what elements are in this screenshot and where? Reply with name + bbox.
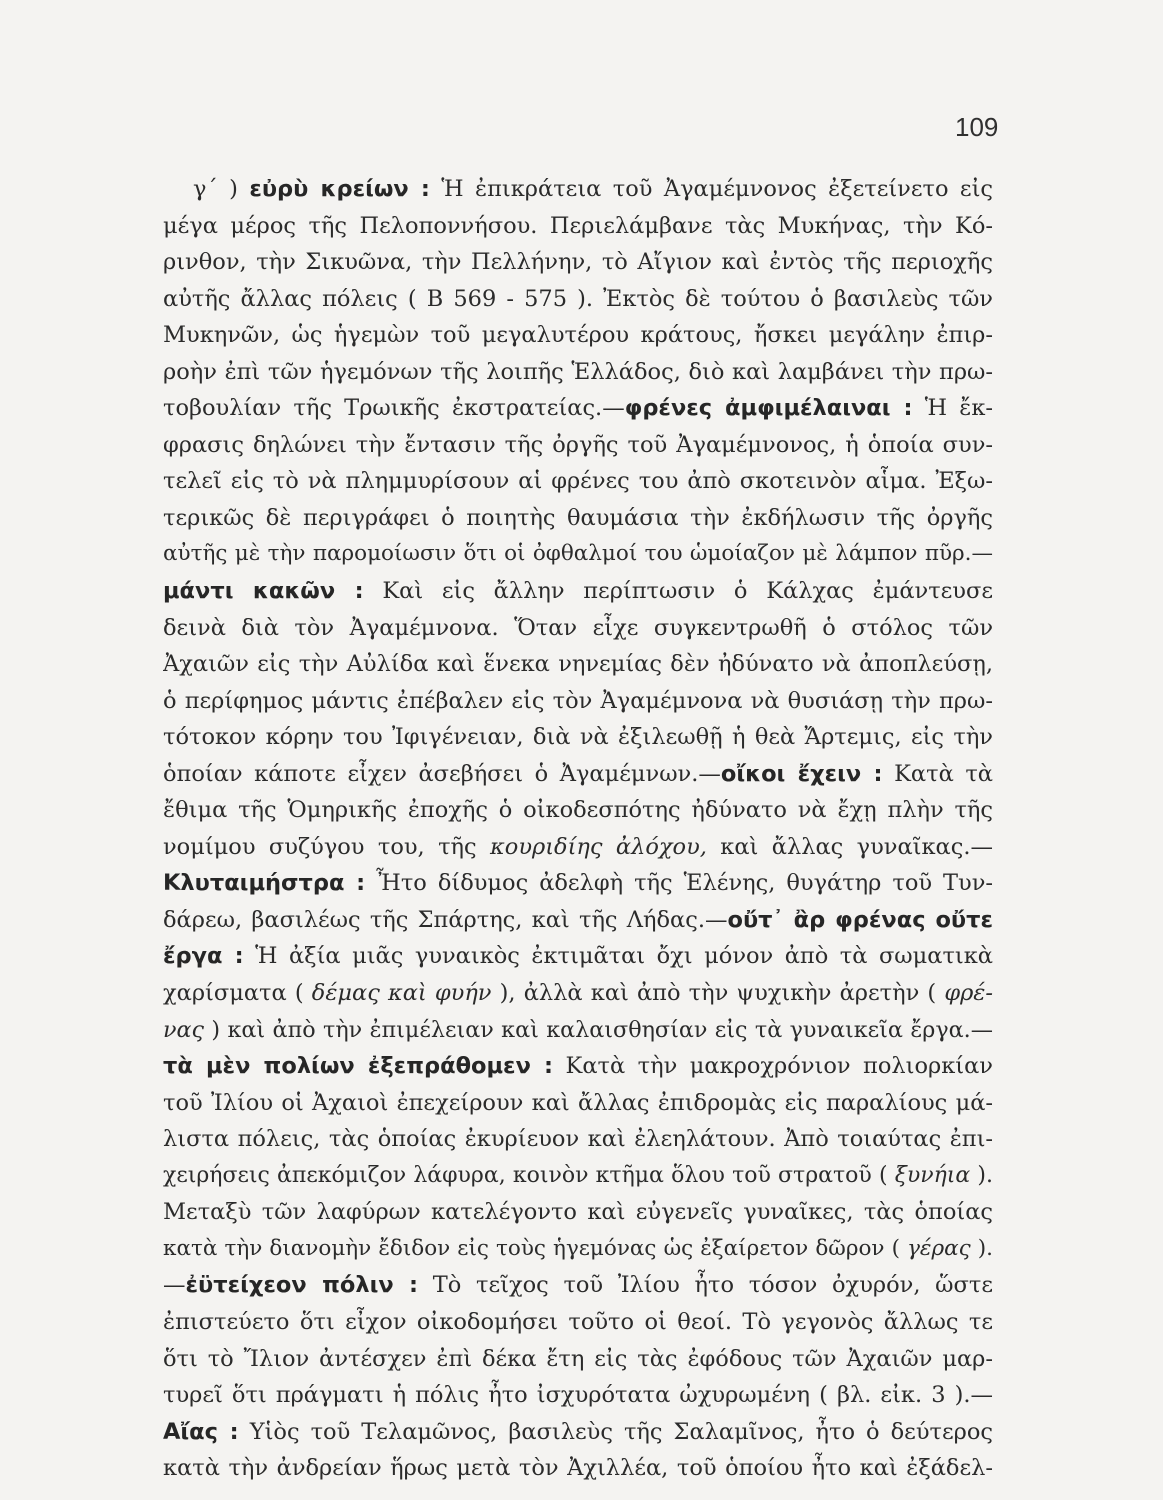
lemma-term: Αἴας : bbox=[163, 1418, 239, 1445]
quoted-phrase: φρέ- bbox=[944, 980, 993, 1007]
body-text: Τὸ τεῖχος τοῦ Ἰλίου ἦτο τόσον ὀχυρόν, ὥστε bbox=[418, 1272, 993, 1299]
text-line bbox=[163, 1377, 993, 1414]
text-line bbox=[163, 244, 993, 281]
quoted-phrase: νας bbox=[163, 1016, 205, 1043]
text-line bbox=[163, 938, 993, 975]
text-line bbox=[163, 1158, 993, 1195]
body-text: τελεῖ εἰς τὸ νὰ πλημμυρίσουν αἱ φρένες του ἀπὸ σκοτεινὸν αἷμα. Ἐξω- bbox=[163, 468, 993, 495]
body-text: — bbox=[163, 1272, 186, 1299]
text-line bbox=[163, 1267, 993, 1304]
body-text: αὐτῆς μὲ τὴν παρομοίωσιν ὅτι οἱ ὀφθαλμοί του ὡμοίαζον μὲ λάμπον πῦρ.— bbox=[163, 541, 993, 567]
text-line bbox=[163, 208, 993, 245]
text-line bbox=[163, 610, 993, 647]
body-text: ). bbox=[970, 1235, 993, 1261]
text-line bbox=[163, 1048, 993, 1085]
text-line bbox=[163, 683, 993, 720]
text-line bbox=[163, 354, 993, 391]
body-text: καὶ ἄλλας γυναῖκας.— bbox=[706, 833, 993, 860]
body-text: Ἀχαιῶν εἰς τὴν Αὐλίδα καὶ ἕνεκα νηνεμίας δὲν ἠδύνατο νὰ ἀποπλεύσῃ, bbox=[163, 651, 993, 678]
lemma-term: μάντι κακῶν : bbox=[163, 578, 364, 605]
commentary-text bbox=[163, 171, 993, 1487]
body-text: κατὰ τὴν διανομὴν ἔδιδον εἰς τοὺς ἡγεμόνας ὡς ἐξαίρετον δῶρον ( bbox=[163, 1235, 908, 1261]
body-text: χειρήσεις ἀπεκόμιζον λάφυρα, κοινὸν κτῆμα ὅλου τοῦ στρατοῦ ( bbox=[163, 1162, 895, 1188]
text-line bbox=[163, 1194, 993, 1231]
text-line bbox=[163, 317, 993, 354]
text-line bbox=[163, 390, 993, 427]
body-text: δάρεω, βασιλέως τῆς Σπάρτης, καὶ τῆς Λήδας.— bbox=[163, 906, 728, 933]
text-line bbox=[163, 1085, 993, 1122]
text-line bbox=[163, 792, 993, 829]
body-text: τοβουλίαν τῆς Τρωικῆς ἐκστρατείας.— bbox=[163, 395, 625, 422]
body-text: ὁποίαν κάποτε εἶχεν ἀσεβήσει ὁ Ἀγαμέμνων.— bbox=[163, 760, 721, 787]
quoted-phrase: δέμας καὶ φυήν bbox=[311, 980, 492, 1007]
text-line bbox=[163, 463, 993, 500]
body-text: δεινὰ διὰ τὸν Ἀγαμέμνονα. Ὅταν εἶχε συγκεντρωθῆ ὁ στόλος τῶν bbox=[163, 614, 993, 641]
text-line bbox=[163, 1450, 993, 1487]
body-text: τυρεῖ ὅτι πράγματι ἡ πόλις ἦτο ἰσχυρότατα ὠχυρωμένη ( βλ. εἰκ. 3 ).— bbox=[163, 1382, 993, 1409]
body-text: ὅτι τὸ Ἴλιον ἀντέσχεν ἐπὶ δέκα ἔτη εἰς τὰς ἐφόδους τῶν Ἀχαιῶν μαρ- bbox=[163, 1345, 993, 1372]
body-text: ρινθον, τὴν Σικυῶνα, τὴν Πελλήνην, τὸ Αἴγιον καὶ ἐντὸς τῆς περιοχῆς bbox=[163, 249, 993, 276]
text-line bbox=[163, 281, 993, 318]
body-text: Κατὰ τὰ bbox=[882, 760, 993, 787]
text-line bbox=[163, 1414, 993, 1451]
body-text: Ἡ ἔκ- bbox=[912, 395, 993, 422]
lemma-term: τὰ μὲν πολίων ἐξεπράθομεν : bbox=[163, 1053, 554, 1080]
quoted-phrase: ξυνήια bbox=[894, 1162, 971, 1188]
body-text: ). bbox=[970, 1162, 993, 1188]
body-text: Ἡ ἐπικράτεια τοῦ Ἀγαμέμνονος ἐξετείνετο εἰς bbox=[429, 176, 993, 202]
lemma-term: οὔτ᾽ ἂρ φρένας οὔτε bbox=[727, 906, 993, 933]
body-text: Μεταξὺ τῶν λαφύρων κατελέγοντο καὶ εὐγενεῖς γυναῖκες, τὰς ὁποίας bbox=[163, 1199, 993, 1226]
text-line bbox=[163, 536, 993, 573]
text-line bbox=[163, 1304, 993, 1341]
body-text: ἔθιμα τῆς Ὁμηρικῆς ἐποχῆς ὁ οἰκοδεσπότης ἠδύνατο νὰ ἔχῃ πλὴν τῆς bbox=[163, 797, 993, 824]
body-text: Καὶ εἰς ἄλλην περίπτωσιν ὁ Κάλχας ἐμάντευσε bbox=[363, 578, 993, 605]
text-line bbox=[163, 427, 993, 464]
text-line bbox=[163, 829, 993, 866]
body-text: ροὴν ἐπὶ τῶν ἡγεμόνων τῆς λοιπῆς Ἑλλάδος, διὸ καὶ λαμβάνει τὴν πρω- bbox=[163, 358, 993, 385]
body-text: Κατὰ τὴν μακροχρόνιον πολιορκίαν bbox=[553, 1053, 993, 1080]
body-text: φρασις δηλώνει τὴν ἔντασιν τῆς ὀργῆς τοῦ Ἀγαμέμνονος, ἡ ὁποία συν- bbox=[163, 431, 993, 458]
text-line bbox=[163, 1231, 993, 1268]
body-text: γ΄ ) bbox=[193, 176, 250, 202]
body-text: τερικῶς δὲ περιγράφει ὁ ποιητὴς θαυμάσια τὴν ἐκδήλωσιν τῆς ὀργῆς bbox=[163, 504, 993, 531]
body-text: κατὰ τὴν ἀνδρείαν ἥρως μετὰ τὸν Ἀχιλλέα, τοῦ ὁποίου ἦτο καὶ ἐξάδελ- bbox=[163, 1455, 993, 1482]
text-line bbox=[163, 500, 993, 537]
body-text: Ἡ ἀξία μιᾶς γυναικὸς ἐκτιμᾶται ὄχι μόνον ἀπὸ τὰ σωματικὰ bbox=[243, 943, 993, 970]
body-text: Υἱὸς τοῦ Τελαμῶνος, βασιλεὺς τῆς Σαλαμῖνος, ἦτο ὁ δεύτερος bbox=[238, 1418, 993, 1445]
lemma-term: φρένες ἀμφιμέλαιναι : bbox=[624, 395, 913, 422]
text-line bbox=[163, 573, 993, 610]
lemma-term: ἔργα : bbox=[163, 943, 244, 970]
body-text: ἐπιστεύετο ὅτι εἶχον οἰκοδομήσει τοῦτο οἱ θεοί. Τὸ γεγονὸς ἄλλως τε bbox=[163, 1308, 993, 1335]
text-line bbox=[163, 171, 993, 208]
lemma-term: οἴκοι ἔχειν : bbox=[720, 760, 883, 787]
body-text: τοῦ Ἰλίου οἱ Ἀχαιοὶ ἐπεχείρουν καὶ ἄλλας ἐπιδρομὰς εἰς παραλίους μά- bbox=[163, 1089, 993, 1116]
text-line bbox=[163, 975, 993, 1012]
body-text: ὁ περίφημος μάντις ἐπέβαλεν εἰς τὸν Ἀγαμέμνονα νὰ θυσιάσῃ τὴν πρω- bbox=[163, 687, 993, 714]
text-line bbox=[163, 719, 993, 756]
body-text: χαρίσματα ( bbox=[163, 980, 312, 1007]
quoted-phrase: γέρας bbox=[907, 1235, 971, 1261]
body-text: ), ἀλλὰ καὶ ἀπὸ τὴν ψυχικὴν ἀρετὴν ( bbox=[491, 980, 945, 1007]
text-line bbox=[163, 1121, 993, 1158]
body-text: νομίμου συζύγου του, τῆς bbox=[163, 833, 491, 860]
page-number: 109 bbox=[955, 112, 999, 142]
body-text: μέγα μέρος τῆς Πελοποννήσου. Περιελάμβανε τὰς Μυκήνας, τὴν Κό- bbox=[163, 212, 993, 239]
body-text: ) καὶ ἀπὸ τὴν ἐπιμέλειαν καὶ καλαισθησίαν εἰς τὰ γυναικεῖα ἔργα.— bbox=[204, 1016, 993, 1043]
body-text: Μυκηνῶν, ὡς ἡγεμὼν τοῦ μεγαλυτέρου κράτους, ἤσκει μεγάλην ἐπιρ- bbox=[163, 322, 993, 349]
quoted-phrase: κουριδίης ἀλόχου, bbox=[490, 833, 707, 860]
text-line bbox=[163, 865, 993, 902]
body-text: λιστα πόλεις, τὰς ὁποίας ἐκυρίευον καὶ ἐλεηλάτουν. Ἀπὸ τοιαύτας ἐπι- bbox=[163, 1126, 993, 1153]
text-line bbox=[163, 1012, 993, 1049]
lemma-term: εὐρὺ κρείων : bbox=[249, 176, 430, 202]
body-text: αὐτῆς ἄλλας πόλεις ( Β 569 - 575 ). Ἐκτὸς δὲ τούτου ὁ βασιλεὺς τῶν bbox=[163, 285, 993, 312]
text-line bbox=[163, 1341, 993, 1378]
text-line bbox=[163, 756, 993, 793]
lemma-term: ἐϋτείχεον πόλιν : bbox=[185, 1272, 419, 1299]
text-line bbox=[163, 902, 993, 939]
text-line bbox=[163, 646, 993, 683]
body-text: Ἦτο δίδυμος ἀδελφὴ τῆς Ἑλένης, θυγάτηρ τοῦ Τυν- bbox=[365, 870, 993, 897]
body-text: τότοκον κόρην του Ἰφιγένειαν, διὰ νὰ ἐξιλεωθῇ ἡ θεὰ Ἄρτεμις, εἰς τὴν bbox=[163, 724, 993, 751]
lemma-term: Κλυταιμήστρα : bbox=[163, 870, 366, 897]
